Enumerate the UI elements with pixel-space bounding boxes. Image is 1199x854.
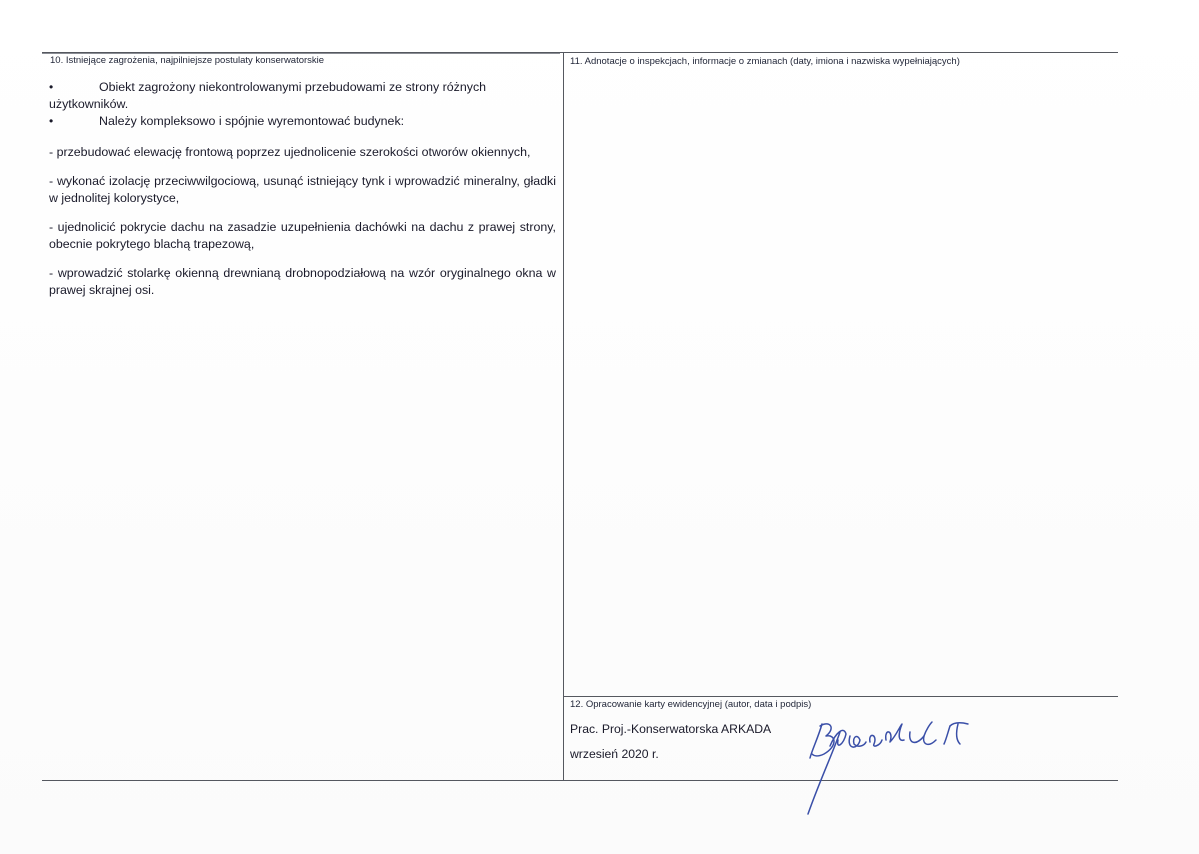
- section11-header: 11. Adnotacje o inspekcjach, informacje o zmianach (daty, imiona i nazwiska wypełniających): [570, 56, 960, 67]
- section10-content: [49, 79, 556, 299]
- handwritten-signature: [800, 710, 985, 820]
- bullet-text: Obiekt zagrożony niekontrolowanymi przebudowami ze strony różnych: [99, 80, 487, 94]
- bullet-continuation: użytkowników.: [49, 97, 129, 111]
- section10-header: 10. Istniejące zagrożenia, najpilniejsze postulaty konserwatorskie: [50, 55, 325, 66]
- bullet-item: [49, 113, 556, 130]
- postulate-item: - wykonać izolację przeciwwilgociową, usunąć istniejący tynk i wprowadzić mineralny, gładki w jednolitej kolorystyce,: [49, 174, 556, 205]
- section12-top-line: [564, 696, 1118, 697]
- date-text: wrzesień 2020 r.: [570, 747, 659, 761]
- section12-header: 12. Opracowanie karty ewidencyjnej (autor, data i podpis): [570, 699, 812, 710]
- postulate-item: - ujednolicić pokrycie dachu na zasadzie uzupełnienia dachówki na dachu z prawej strony, obecnie pokrytego blachą trapezową,: [49, 220, 556, 251]
- bullet-item: [49, 79, 556, 96]
- top-border-line-left-accent: [42, 53, 560, 54]
- postulate-item: - przebudować elewację frontową poprzez ujednolicenie szerokości otworów okiennych,: [49, 145, 531, 159]
- author-text: Prac. Proj.-Konserwatorska ARKADA: [570, 722, 772, 736]
- bullet-marker: •: [49, 114, 54, 128]
- bullet-text: Należy kompleksowo i spójnie wyremontować budynek:: [99, 114, 405, 128]
- bullet-marker: •: [49, 80, 54, 94]
- postulate-item: - wprowadzić stolarkę okienną drewnianą drobnopodziałową na wzór oryginalnego okna w prawej skrajnej osi.: [49, 266, 556, 297]
- column-divider: [563, 52, 564, 781]
